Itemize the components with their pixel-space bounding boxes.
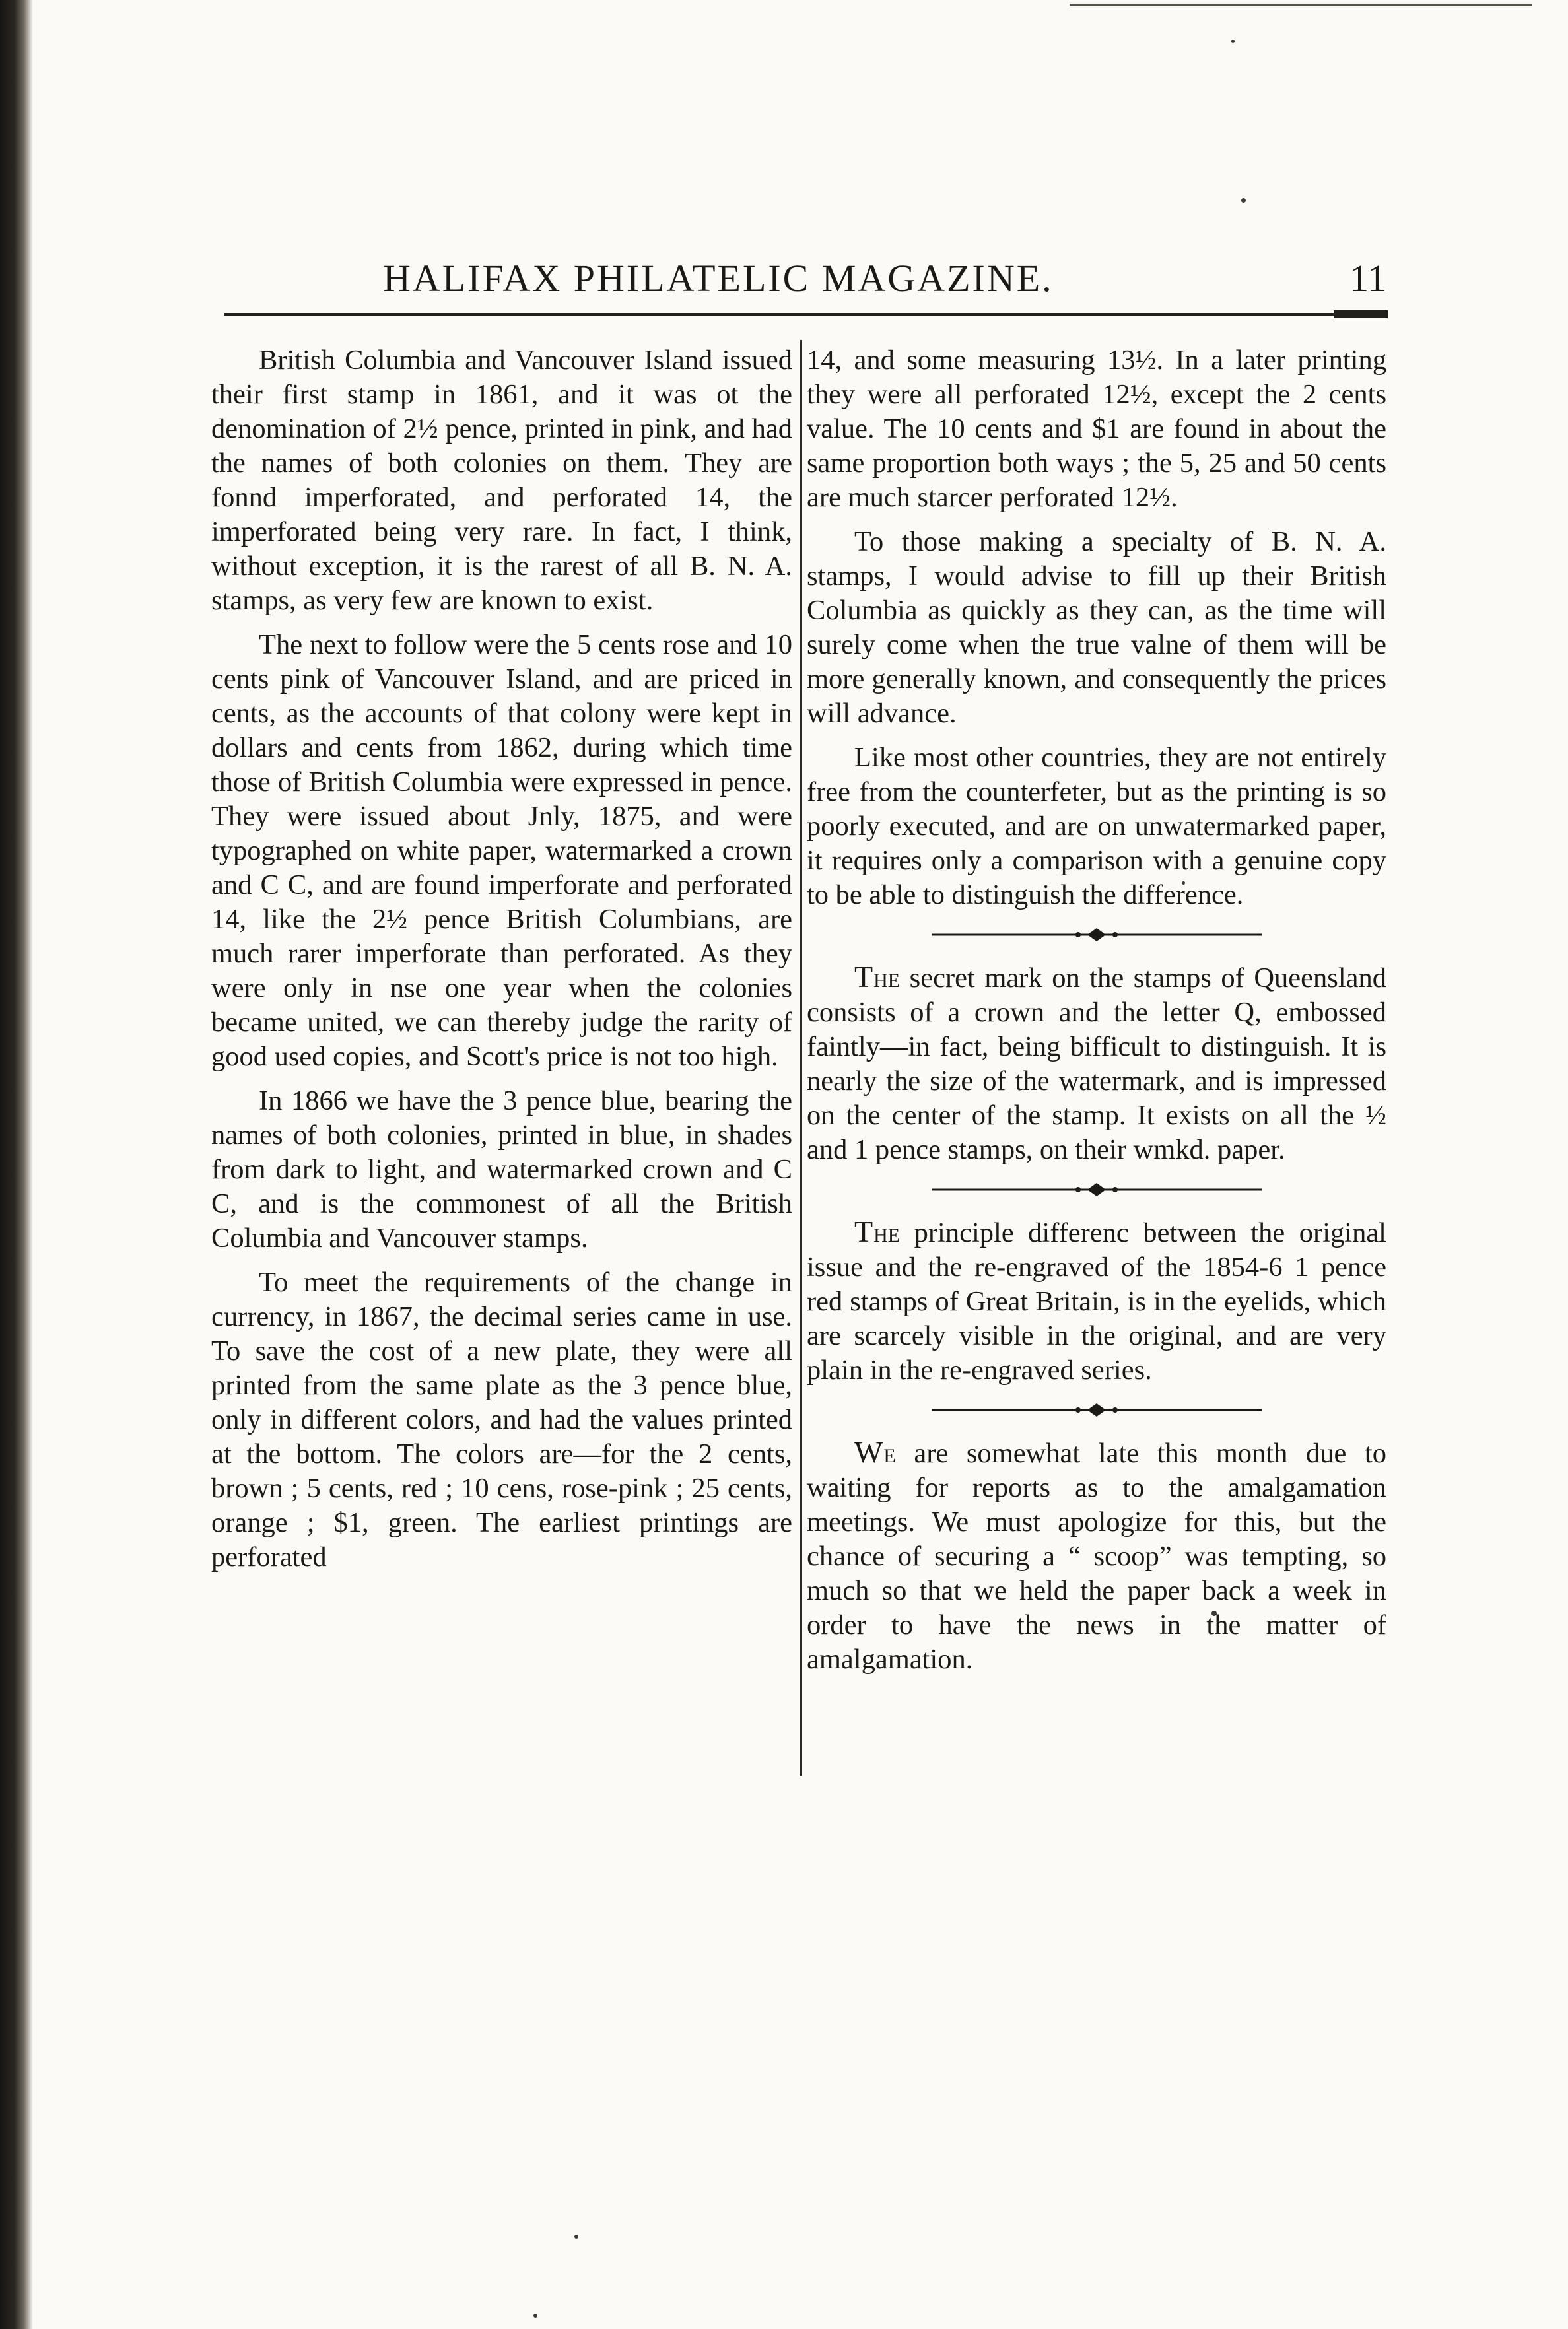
counterfeit-paragraph: Like most other countries, they are not entirely free from the counterfeter, but as the printing is so poorly executed, and are on unwatermarked paper, it requires only a comparison with a genuine copy to be able to distinguish the difference. bbox=[807, 742, 1386, 910]
section-ornament bbox=[932, 1402, 1262, 1418]
great-britain-body: principle differenc between the original issue and the re-engraved of the 1854-6 1 pence red stamps of Great Britain, is in the eyelids, which are scarcely visible in the original, and are very plain in the re-engraved series. bbox=[807, 1217, 1386, 1386]
right-column bbox=[807, 343, 1386, 1687]
bc-vancouver-paragraph-1: British Columbia and Vancouver Island issued their first stamp in 1861, and it was ot the denomination of 2½ pence, printed in pink, and had the names of both colonies on them. They are fonnd imperforated, and perforated 14, the imperforated being very rare. In fact, I think, without exception, it is the rarest of all B. N. A. stamps, as very few are known to exist. bbox=[211, 345, 792, 616]
top-scan-rule bbox=[1070, 4, 1532, 6]
queensland-lead-initial: T bbox=[854, 960, 874, 994]
great-britain-lead-initial: T bbox=[854, 1215, 874, 1248]
left-column bbox=[211, 343, 792, 1584]
bc-vancouver-paragraph-2: The next to follow were the 5 cents rose and 10 cents pink of Vancouver Island, and are priced in cents, as the accounts of that colony were kept in dollars and cents from 1862, during which time those of British Columbia were expressed in pence. They were issued about Jnly, 1875, and were typographed on white paper, watermarked a crown and C C, and are found imperforate and perforated 14, like the 2½ pence British Columbians, are much rarer imperforate than perforated. As they were only in nse one year when the colonies became united, we can thereby judge the rarity of good used copies, and Scott's price is not too high. bbox=[211, 629, 792, 1072]
journal-title: HALIFAX PHILATELIC MAGAZINE. bbox=[383, 257, 1054, 300]
great-britain-lead-rest: he bbox=[873, 1217, 901, 1248]
page-number: 11 bbox=[1349, 257, 1386, 300]
header-rule bbox=[224, 313, 1386, 316]
editorial-body: are somewhat late this month due to waiting for reports as to the amalgamation meetings. We must apologize for this, but the chance of securing a “ scoop” was tempting, so much so that we held the paper back a week in order to have the news in the matter of amalgamation. bbox=[807, 1438, 1386, 1675]
bc-vancouver-paragraph-4: To meet the requirements of the change in currency, in 1867, the decimal series came in use. To save the cost of a new plate, they were all printed from the same plate as the 3 pence blue, only in different colors, and had the values printed at the bottom. The colors are—for the 2 cents, brown ; 5 cents, red ; 10 cens, rose-pink ; 25 cents, orange ; $1, green. The earliest printings are perforated bbox=[211, 1267, 792, 1572]
running-header bbox=[218, 252, 1386, 305]
specialty-advice-paragraph: To those making a specialty of B. N. A. stamps, I would advise to fill up their British Columbia as quickly as they can, as the time will surely come when the true valne of them will be more generally known, and consequently the prices will advance. bbox=[807, 526, 1386, 729]
queensland-body: secret mark on the stamps of Queensland consists of a crown and the letter Q, embossed faintly—in fact, being bifficult to distinguish. It is nearly the size of the watermark, and is impressed on the center of the stamp. It exists on all the ½ and 1 pence stamps, on their wmkd. paper. bbox=[807, 962, 1386, 1165]
section-ornament bbox=[932, 1182, 1262, 1198]
great-britain-reengraved-paragraph bbox=[807, 1215, 1386, 1388]
queensland-lead-rest: he bbox=[873, 962, 901, 994]
bc-vancouver-paragraph-4-continued: 14, and some measuring 13½. In a later printing they were all perforated 12½, except the 2 cents value. The 10 cents and $1 are found in about the same proportion both ways ; the 5, 25 and 50 cents are much starcer perforated 12½. bbox=[807, 345, 1386, 513]
page-binding-edge bbox=[0, 0, 33, 2329]
header-rule-end bbox=[1334, 310, 1388, 318]
column-divider bbox=[800, 340, 802, 1776]
editorial-note-paragraph bbox=[807, 1435, 1386, 1677]
section-ornament bbox=[932, 927, 1262, 943]
editorial-lead-initial: W bbox=[854, 1435, 884, 1469]
editorial-lead-rest: e bbox=[883, 1438, 896, 1469]
bc-vancouver-paragraph-3: In 1866 we have the 3 pence blue, bearing the names of both colonies, printed in blue, in shades from dark to light, and watermarked crown and C C, and is the commonest of all the British Columbia and Vancouver stamps. bbox=[211, 1085, 792, 1254]
queensland-secret-mark-paragraph bbox=[807, 960, 1386, 1167]
